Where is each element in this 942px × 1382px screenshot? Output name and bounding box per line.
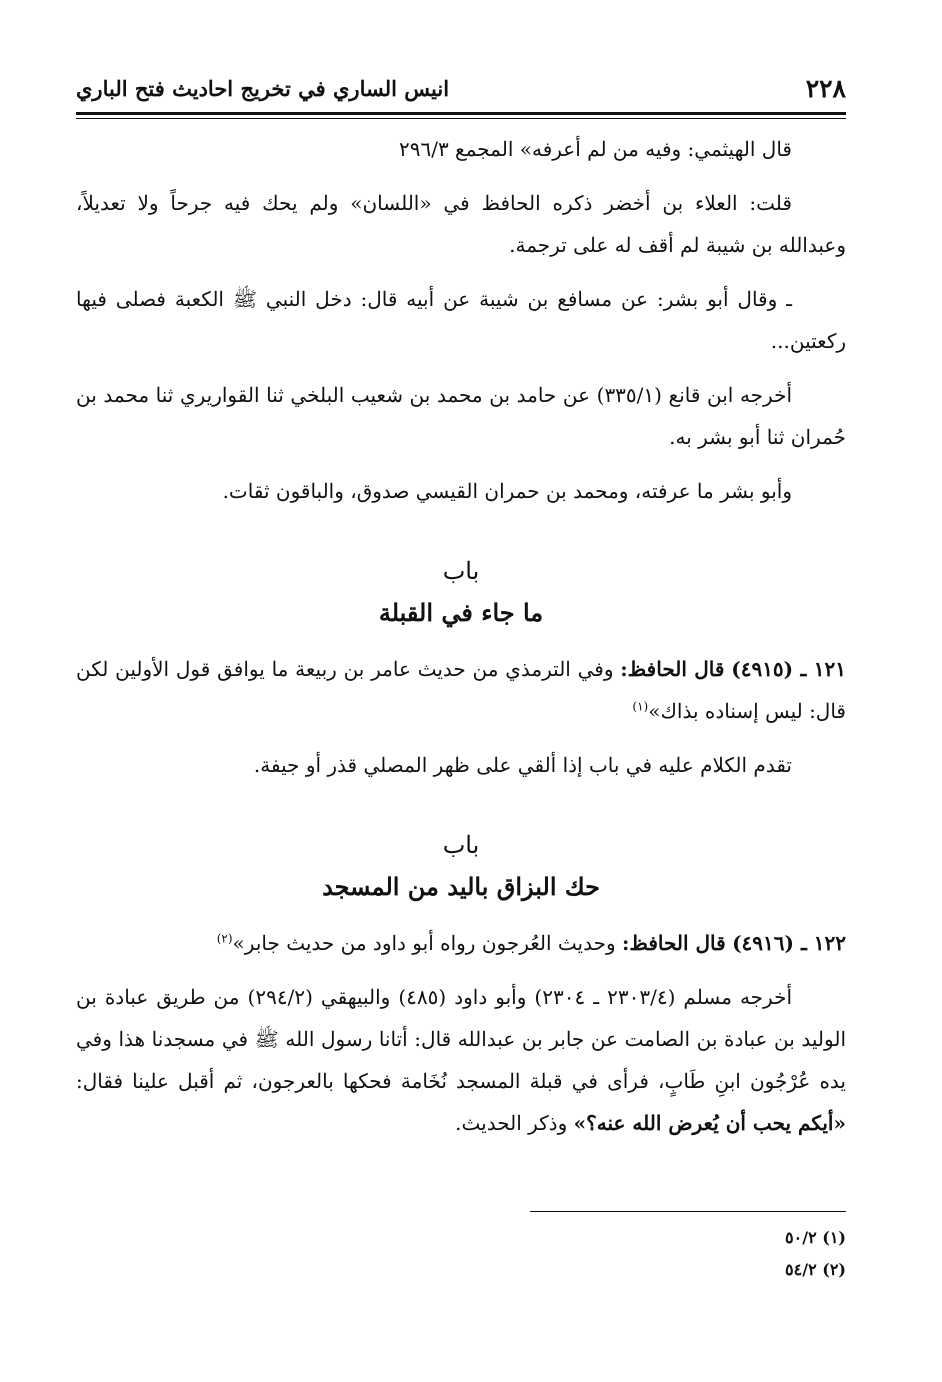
hadith-entry	[76, 922, 846, 964]
takhrij-text: أخرجه مسلم (٢٣٠٣/٤ ـ ٢٣٠٤) وأبو داود (٤٨٥) والبيهقي (٢٩٤/٢) من طريق عبادة بن الوليد بن عبادة بن الصامت عن جابر بن عبدالله قال: أتانا رسول الله ﷺ في مسجدنا هذا وفي يده عُرْجُون ابنِ طَابٍ، فرأى في قبلة المسجد نُخَامة فحكها بالعرجون، ثم أقبل علينا فقال:	[76, 985, 846, 1093]
footnote-text: ٥٤/٢	[785, 1260, 817, 1279]
chapter-title: ما جاء في القبلة	[378, 598, 544, 627]
footnotes	[646, 1222, 846, 1286]
chapter-title: حك البزاق باليد من المسجد	[322, 872, 600, 901]
paragraph: تقدم الكلام عليه في باب إذا ألقي على ظهر المصلي قذر أو جيفة.	[253, 753, 792, 777]
hadith-quote: «أيكم يحب أن يُعرض الله عنه؟»	[573, 1111, 846, 1135]
footnote	[646, 1254, 846, 1286]
paragraph: قال الهيثمي: وفيه من لم أعرفه» المجمع ٢٩٦/٣	[398, 137, 792, 161]
footnote-marker: (١)	[632, 699, 649, 714]
book-title: انيس الساري في تخريج احاديث فتح الباري	[76, 75, 450, 101]
footnote-rule	[530, 1211, 846, 1212]
footnote	[646, 1222, 846, 1254]
hadith-entry	[76, 648, 846, 732]
chapter-label: باب	[442, 831, 480, 859]
page-number: ٢٢٨	[805, 73, 846, 103]
entry-number: ١٢١ ـ (٤٩١٥)	[731, 657, 846, 681]
running-header	[76, 66, 846, 110]
takhrij-paragraph	[76, 976, 846, 1144]
entry-text: وفي الترمذي من حديث عامر بن ربيعة ما يوافق قول الأولين لكن قال: ليس إسناده بذاك»	[76, 657, 846, 723]
paragraph: أخرجه ابن قانع (٣٣٥/١) عن حامد بن محمد بن شعيب البلخي ثنا القواريري ثنا محمد بن حُمران ثنا أبو بشر به.	[76, 383, 846, 449]
chapter-label: باب	[442, 557, 480, 585]
takhrij-text-end: وذكر الحديث.	[455, 1111, 568, 1135]
footnote-mark: (١)	[822, 1228, 846, 1247]
entry-text: وحديث العُرجون رواه أبو داود من حديث جابر»	[232, 931, 616, 955]
footnote-text: ٥٠/٢	[785, 1228, 817, 1247]
paragraph: قلت: العلاء بن أخضر ذكره الحافظ في «اللسان» ولم يحك فيه جرحاً ولا تعديلاً، وعبدالله بن شيبة لم أقف له على ترجمة.	[76, 191, 846, 257]
footnote-marker: (٢)	[216, 931, 233, 946]
main-text	[76, 128, 846, 1156]
speaker-label: قال الحافظ:	[620, 657, 725, 681]
footnote-mark: (٢)	[822, 1260, 846, 1279]
speaker-label: قال الحافظ:	[621, 931, 726, 955]
header-rule-thin	[76, 118, 846, 119]
entry-number: ١٢٢ ـ (٤٩١٦)	[732, 931, 846, 955]
paragraph: وأبو بشر ما عرفته، ومحمد بن حمران القيسي صدوق، والباقون ثقات.	[222, 479, 792, 503]
header-rule-thick	[76, 112, 846, 115]
paragraph: ـ وقال أبو بشر: عن مسافع بن شيبة عن أبيه قال: دخل النبي ﷺ الكعبة فصلى فيها ركعتين...	[76, 287, 846, 353]
